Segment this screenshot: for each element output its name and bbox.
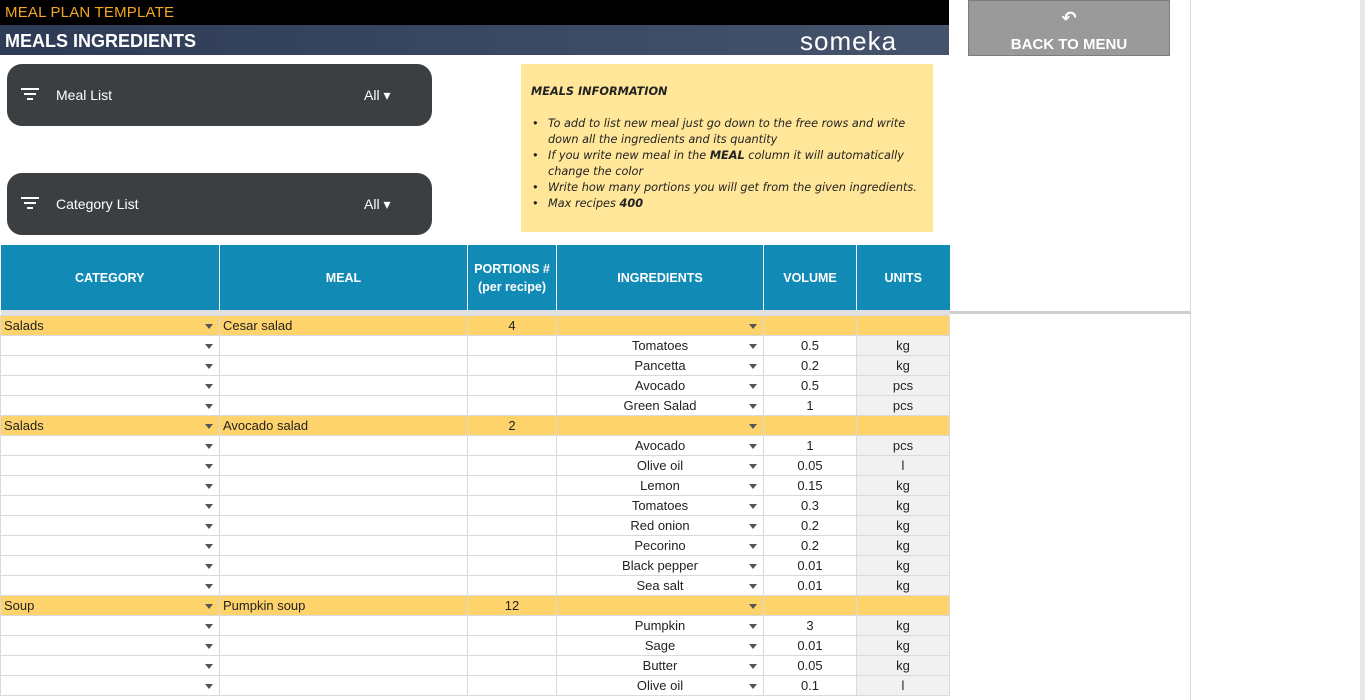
ingredient-row	[1, 395, 950, 415]
volume-cell[interactable]	[764, 315, 857, 335]
freeze-pane-line	[949, 311, 1191, 314]
filter-icon	[21, 88, 39, 102]
vertical-scrollbar[interactable]	[1360, 0, 1365, 700]
meals-ingredients-table	[0, 245, 950, 696]
portions-cell[interactable]	[468, 315, 557, 335]
meal-row	[1, 595, 950, 615]
units-cell-text: l	[901, 677, 905, 693]
category-list-label: Category List	[56, 196, 139, 212]
dropdown-arrow-icon[interactable]	[749, 684, 757, 689]
info-item: • If you write new meal in the MEAL column it will automatically change the color	[548, 148, 918, 180]
info-item: • To add to list new meal just go down to the free rows and write down all the ingredients and its quantity	[548, 116, 918, 148]
portions-cell[interactable]	[468, 395, 557, 415]
meal-cell[interactable]	[220, 435, 468, 455]
meal-cell[interactable]	[220, 455, 468, 475]
volume-cell[interactable]	[764, 415, 857, 435]
dropdown-arrow-icon[interactable]	[205, 384, 213, 389]
volume-cell[interactable]	[764, 615, 857, 635]
volume-cell-text: 0.2	[800, 357, 820, 373]
units-cell-text: kg	[896, 537, 910, 553]
dropdown-arrow-icon[interactable]	[205, 504, 213, 509]
dropdown-arrow-icon[interactable]	[205, 344, 213, 349]
dropdown-arrow-icon[interactable]	[205, 364, 213, 369]
category-cell[interactable]	[1, 415, 220, 435]
volume-cell-text: 0.3	[800, 497, 820, 513]
dropdown-arrow-icon[interactable]	[749, 344, 757, 349]
volume-cell-text: 1	[806, 397, 814, 413]
portions-cell-text: 2	[508, 417, 516, 433]
dropdown-arrow-icon[interactable]	[749, 524, 757, 529]
volume-cell[interactable]	[764, 655, 857, 675]
meal-cell[interactable]	[220, 515, 468, 535]
meal-row	[1, 415, 950, 435]
ingredient-cell[interactable]	[557, 515, 764, 535]
category-cell-text: Soup	[4, 597, 35, 613]
units-cell-text: kg	[896, 557, 910, 573]
portions-cell[interactable]	[468, 615, 557, 635]
ingredient-cell-text: Olive oil	[636, 677, 684, 693]
units-cell[interactable]	[857, 555, 950, 575]
ingredient-row	[1, 515, 950, 535]
dropdown-arrow-icon[interactable]	[205, 404, 213, 409]
ingredient-row	[1, 475, 950, 495]
portions-cell[interactable]	[468, 435, 557, 455]
category-cell[interactable]	[1, 555, 220, 575]
dropdown-arrow-icon[interactable]	[205, 684, 213, 689]
units-cell-text: pcs	[892, 397, 914, 413]
dropdown-arrow-icon[interactable]	[205, 544, 213, 549]
dropdown-arrow-icon[interactable]	[749, 504, 757, 509]
ingredient-cell[interactable]	[557, 615, 764, 635]
template-title: MEAL PLAN TEMPLATE	[5, 4, 175, 21]
back-to-menu-button[interactable]	[968, 0, 1170, 56]
dropdown-arrow-icon[interactable]	[205, 584, 213, 589]
column-divider	[1190, 0, 1191, 700]
ingredient-row	[1, 335, 950, 355]
volume-cell[interactable]	[764, 455, 857, 475]
volume-cell-text: 0.05	[797, 657, 823, 673]
portions-cell[interactable]	[468, 515, 557, 535]
meal-cell[interactable]	[220, 675, 468, 695]
portions-header-line2: (per recipe)	[477, 279, 547, 294]
back-to-menu-label: BACK TO MENU	[1010, 36, 1128, 53]
portions-cell[interactable]	[468, 335, 557, 355]
category-cell[interactable]	[1, 455, 220, 475]
volume-cell[interactable]	[764, 675, 857, 695]
volume-cell[interactable]	[764, 375, 857, 395]
portions-header	[468, 245, 557, 310]
ingredient-cell[interactable]	[557, 495, 764, 515]
meal-cell[interactable]	[220, 655, 468, 675]
meal-cell[interactable]	[220, 595, 468, 615]
meal-cell[interactable]	[220, 315, 468, 335]
ingredient-row	[1, 355, 950, 375]
units-cell[interactable]	[857, 615, 950, 635]
info-item: • Max recipes 400	[548, 196, 918, 212]
units-cell-text: kg	[896, 577, 910, 593]
units-cell[interactable]	[857, 495, 950, 515]
volume-cell[interactable]	[764, 595, 857, 615]
units-cell[interactable]	[857, 535, 950, 555]
volume-cell[interactable]	[764, 575, 857, 595]
volume-cell[interactable]	[764, 355, 857, 375]
meal-cell[interactable]	[220, 415, 468, 435]
ingredient-cell[interactable]	[557, 635, 764, 655]
portions-cell[interactable]	[468, 555, 557, 575]
info-list	[548, 116, 918, 212]
ingredient-row	[1, 435, 950, 455]
units-cell[interactable]	[857, 315, 950, 335]
units-cell[interactable]	[857, 635, 950, 655]
units-cell[interactable]	[857, 415, 950, 435]
volume-cell-text: 0.01	[797, 557, 823, 573]
dropdown-arrow-icon[interactable]	[205, 644, 213, 649]
volume-cell-text: 0.2	[800, 517, 820, 533]
units-cell-text: kg	[896, 337, 910, 353]
units-cell-text: kg	[896, 497, 910, 513]
ingredient-row	[1, 535, 950, 555]
volume-cell[interactable]	[764, 495, 857, 515]
volume-cell-text: 0.5	[800, 337, 820, 353]
back-arrow-icon: ↶	[1061, 8, 1077, 28]
filter-icon	[21, 197, 39, 211]
dropdown-arrow-icon[interactable]	[749, 404, 757, 409]
category-cell[interactable]	[1, 535, 220, 555]
meal-list-label: Meal List	[56, 87, 113, 103]
ingredient-cell-text: Tomatoes	[631, 497, 689, 513]
dropdown-arrow-icon[interactable]	[749, 444, 757, 449]
ingredient-row	[1, 635, 950, 655]
portions-header-line1: PORTIONS #	[474, 261, 550, 276]
volume-cell[interactable]	[764, 635, 857, 655]
category-cell[interactable]	[1, 615, 220, 635]
category-cell[interactable]	[1, 375, 220, 395]
ingredient-cell-text: Sage	[644, 637, 676, 653]
units-cell-text: kg	[896, 517, 910, 533]
table-header-row	[1, 245, 950, 310]
dropdown-arrow-icon[interactable]	[205, 464, 213, 469]
volume-cell[interactable]	[764, 535, 857, 555]
page-header	[0, 25, 949, 55]
dropdown-arrow-icon[interactable]	[749, 604, 757, 609]
units-cell[interactable]	[857, 395, 950, 415]
ingredient-row	[1, 495, 950, 515]
units-cell[interactable]	[857, 575, 950, 595]
ingredient-cell[interactable]	[557, 375, 764, 395]
template-title-bar	[0, 0, 949, 25]
dropdown-arrow-icon[interactable]	[749, 644, 757, 649]
category-cell-text: Salads	[4, 417, 44, 433]
units-cell-text: pcs	[892, 377, 914, 393]
ingredient-cell[interactable]	[557, 575, 764, 595]
dropdown-arrow-icon[interactable]	[205, 444, 213, 449]
units-cell[interactable]	[857, 455, 950, 475]
portions-cell-text: 4	[508, 317, 516, 333]
portions-cell[interactable]	[468, 455, 557, 475]
portions-cell[interactable]	[468, 655, 557, 675]
dropdown-arrow-icon[interactable]	[749, 484, 757, 489]
units-cell-text: kg	[896, 637, 910, 653]
dropdown-arrow-icon[interactable]	[205, 324, 213, 329]
dropdown-arrow-icon[interactable]	[749, 624, 757, 629]
ingredient-row	[1, 675, 950, 695]
units-cell[interactable]	[857, 355, 950, 375]
meal-cell[interactable]	[220, 475, 468, 495]
dropdown-arrow-icon[interactable]	[205, 524, 213, 529]
dropdown-arrow-icon[interactable]	[749, 384, 757, 389]
portions-cell[interactable]	[468, 675, 557, 695]
units-cell-text: kg	[896, 357, 910, 373]
volume-cell-text: 0.1	[800, 677, 820, 693]
category-cell[interactable]	[1, 435, 220, 455]
meal-cell[interactable]	[220, 395, 468, 415]
someka-logo: someka	[800, 26, 898, 56]
info-title: MEALS INFORMATION	[531, 85, 668, 98]
meal-cell[interactable]	[220, 335, 468, 355]
units-cell[interactable]	[857, 515, 950, 535]
units-cell[interactable]	[857, 655, 950, 675]
dropdown-arrow-icon[interactable]	[205, 664, 213, 669]
category-list-value[interactable]: All ▾	[364, 196, 391, 212]
volume-cell-text: 0.5	[800, 377, 820, 393]
portions-cell[interactable]	[468, 375, 557, 395]
meal-cell[interactable]	[220, 535, 468, 555]
ingredient-cell[interactable]	[557, 435, 764, 455]
ingredient-cell-text: Pancetta	[634, 357, 686, 373]
ingredient-cell-text: Avocado	[634, 377, 686, 393]
category-cell[interactable]	[1, 475, 220, 495]
dropdown-arrow-icon[interactable]	[749, 544, 757, 549]
dropdown-arrow-icon[interactable]	[749, 424, 757, 429]
units-cell[interactable]	[857, 675, 950, 695]
units-cell[interactable]	[857, 435, 950, 455]
category-cell[interactable]	[1, 495, 220, 515]
ingredient-cell[interactable]	[557, 415, 764, 435]
meal-list-slicer[interactable]	[7, 64, 432, 126]
meal-cell[interactable]	[220, 355, 468, 375]
ingredient-row	[1, 655, 950, 675]
category-cell-text: Salads	[4, 317, 44, 333]
ingredient-cell-text: Pecorino	[634, 537, 686, 553]
units-cell-text: kg	[896, 657, 910, 673]
dropdown-arrow-icon[interactable]	[749, 464, 757, 469]
ingredient-cell[interactable]	[557, 535, 764, 555]
ingredient-cell[interactable]	[557, 675, 764, 695]
dropdown-arrow-icon[interactable]	[205, 484, 213, 489]
ingredient-cell-text: Red onion	[630, 517, 690, 533]
meals-information-box	[521, 64, 933, 232]
volume-cell[interactable]	[764, 475, 857, 495]
dropdown-arrow-icon[interactable]	[205, 564, 213, 569]
ingredient-cell[interactable]	[557, 315, 764, 335]
ingredient-row	[1, 375, 950, 395]
portions-cell[interactable]	[468, 575, 557, 595]
ingredient-row	[1, 555, 950, 575]
units-cell-text: kg	[896, 477, 910, 493]
volume-cell[interactable]	[764, 515, 857, 535]
meal-cell[interactable]	[220, 635, 468, 655]
ingredient-cell[interactable]	[557, 475, 764, 495]
meal-cell[interactable]	[220, 555, 468, 575]
ingredient-cell-text: Sea salt	[636, 577, 684, 593]
category-cell[interactable]	[1, 675, 220, 695]
ingredient-cell-text: Black pepper	[622, 557, 698, 573]
category-cell[interactable]	[1, 335, 220, 355]
volume-cell[interactable]	[764, 395, 857, 415]
units-cell[interactable]	[857, 595, 950, 615]
meal-cell-text: Cesar salad	[223, 317, 293, 333]
ingredient-cell[interactable]	[557, 335, 764, 355]
meal-cell[interactable]	[220, 575, 468, 595]
volume-cell-text: 3	[806, 617, 814, 633]
volume-cell-text: 0.15	[797, 477, 823, 493]
meal-row	[1, 315, 950, 335]
category-cell[interactable]	[1, 575, 220, 595]
ingredient-row	[1, 455, 950, 475]
meal-list-value[interactable]: All ▾	[364, 87, 391, 103]
ingredient-cell-text: Avocado	[634, 437, 686, 453]
category-list-slicer[interactable]	[7, 173, 432, 235]
dropdown-arrow-icon[interactable]	[749, 584, 757, 589]
portions-cell[interactable]	[468, 475, 557, 495]
meal-cell-text: Pumpkin soup	[223, 597, 306, 613]
ingredient-cell[interactable]	[557, 355, 764, 375]
volume-header: VOLUME	[764, 245, 857, 310]
category-cell[interactable]	[1, 515, 220, 535]
category-cell[interactable]	[1, 315, 220, 335]
dropdown-arrow-icon[interactable]	[205, 604, 213, 609]
dropdown-arrow-icon[interactable]	[205, 624, 213, 629]
volume-cell-text: 0.2	[800, 537, 820, 553]
ingredient-row	[1, 615, 950, 635]
category-cell[interactable]	[1, 355, 220, 375]
dropdown-arrow-icon[interactable]	[749, 364, 757, 369]
units-cell-text: l	[901, 457, 905, 473]
meal-cell[interactable]	[220, 495, 468, 515]
ingredient-cell-text: Green Salad	[623, 397, 697, 413]
dropdown-arrow-icon[interactable]	[749, 324, 757, 329]
ingredient-cell-text: Lemon	[640, 477, 680, 493]
units-cell[interactable]	[857, 475, 950, 495]
volume-cell-text: 0.01	[797, 637, 823, 653]
meal-header: MEAL	[220, 245, 468, 310]
ingredients-header: INGREDIENTS	[557, 245, 764, 310]
units-cell-text: pcs	[892, 437, 914, 453]
category-cell[interactable]	[1, 595, 220, 615]
category-cell[interactable]	[1, 655, 220, 675]
portions-cell-text: 12	[504, 597, 520, 613]
ingredient-row	[1, 575, 950, 595]
meal-cell-text: Avocado salad	[223, 417, 309, 433]
ingredient-cell-text: Butter	[642, 657, 678, 673]
volume-cell[interactable]	[764, 335, 857, 355]
portions-cell[interactable]	[468, 535, 557, 555]
portions-cell[interactable]	[468, 415, 557, 435]
category-cell[interactable]	[1, 395, 220, 415]
info-item: • Write how many portions you will get from the given ingredients.	[548, 180, 918, 196]
units-cell-text: kg	[896, 617, 910, 633]
volume-cell-text: 0.05	[797, 457, 823, 473]
ingredient-cell[interactable]	[557, 455, 764, 475]
category-cell[interactable]	[1, 635, 220, 655]
ingredient-cell[interactable]	[557, 655, 764, 675]
volume-cell-text: 0.01	[797, 577, 823, 593]
units-cell[interactable]	[857, 375, 950, 395]
ingredient-cell-text: Tomatoes	[631, 337, 689, 353]
portions-cell[interactable]	[468, 635, 557, 655]
ingredient-cell[interactable]	[557, 555, 764, 575]
portions-cell[interactable]	[468, 495, 557, 515]
portions-cell[interactable]	[468, 355, 557, 375]
category-header: CATEGORY	[1, 245, 220, 310]
ingredient-cell-text: Pumpkin	[634, 617, 686, 633]
dropdown-arrow-icon[interactable]	[749, 564, 757, 569]
page-title: MEALS INGREDIENTS	[5, 31, 197, 51]
portions-cell[interactable]	[468, 595, 557, 615]
volume-cell[interactable]	[764, 555, 857, 575]
dropdown-arrow-icon[interactable]	[205, 424, 213, 429]
units-header: UNITS	[857, 245, 950, 310]
meal-cell[interactable]	[220, 615, 468, 635]
ingredient-cell[interactable]	[557, 395, 764, 415]
volume-cell[interactable]	[764, 435, 857, 455]
ingredient-cell-text: Olive oil	[636, 457, 684, 473]
units-cell[interactable]	[857, 335, 950, 355]
ingredient-cell[interactable]	[557, 595, 764, 615]
volume-cell-text: 1	[806, 437, 814, 453]
dropdown-arrow-icon[interactable]	[749, 664, 757, 669]
meal-cell[interactable]	[220, 375, 468, 395]
